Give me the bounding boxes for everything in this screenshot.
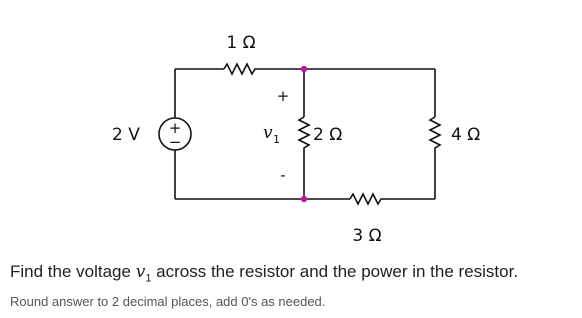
circuit-wires [175, 69, 435, 199]
rounding-note: Round answer to 2 decimal places, add 0's as needed. [10, 294, 326, 309]
question-variable: v [135, 262, 146, 282]
v1-subscript: 1 [273, 133, 280, 146]
resistor-4ohm-label: 4 Ω [451, 125, 481, 145]
resistor-2ohm-label: 2 Ω [313, 125, 343, 145]
question-text [10, 262, 580, 284]
v1-plus-sign: + [276, 87, 290, 105]
node-top [301, 66, 307, 72]
source-minus-sign: − [168, 133, 182, 151]
resistor-4ohm [430, 117, 440, 151]
resistor-1ohm-label: 1 Ω [226, 33, 256, 53]
question-text-before: Find the voltage [10, 262, 136, 281]
source-voltage-label: 2 V [112, 125, 140, 145]
resistor-2ohm [299, 117, 309, 151]
resistor-3ohm-label: 3 Ω [352, 226, 382, 246]
node-bottom [301, 196, 307, 202]
question-variable-subscript: 1 [145, 272, 152, 285]
source-plus-sign: + [168, 119, 182, 137]
v1-variable: v [263, 123, 273, 143]
resistor-1ohm [224, 64, 258, 74]
v1-minus-sign: - [280, 166, 286, 184]
resistor-3ohm [350, 194, 384, 204]
question-text-after: across the resistor and the power in the resistor. [151, 262, 519, 281]
